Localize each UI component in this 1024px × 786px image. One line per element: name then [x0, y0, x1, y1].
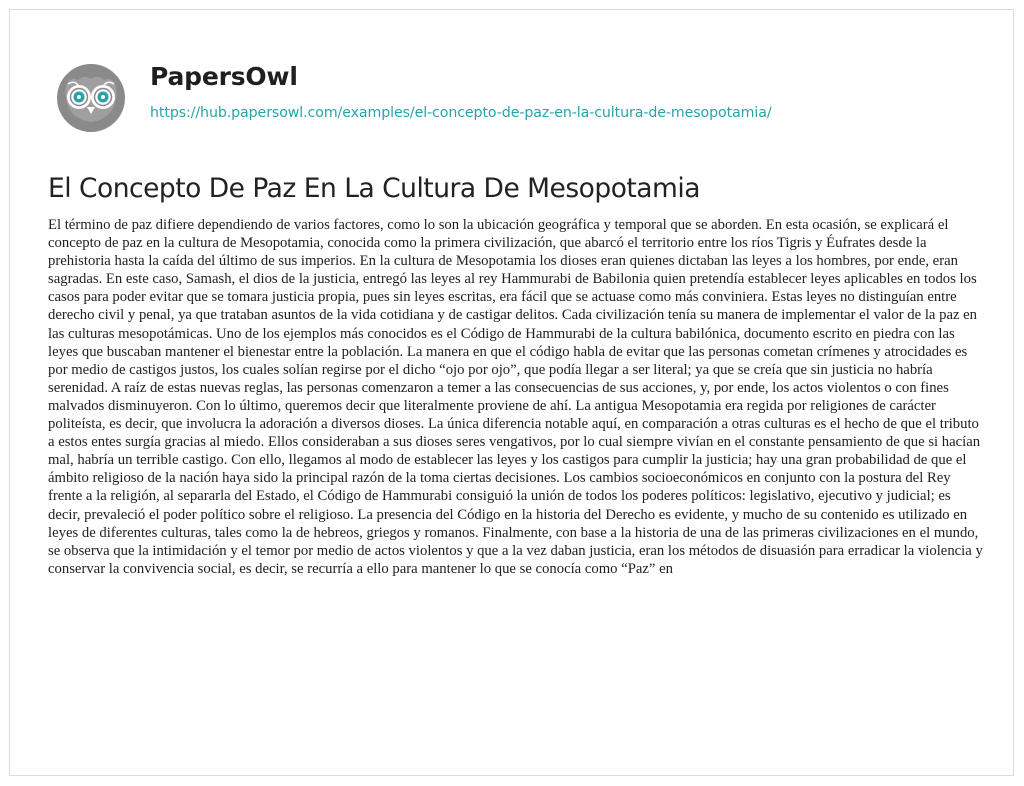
brand-name: PapersOwl: [150, 62, 298, 91]
header: [48, 62, 772, 134]
source-url-link[interactable]: https://hub.papersowl.com/examples/el-concepto-de-paz-en-la-cultura-de-mesopotamia/: [150, 105, 772, 121]
brand-block: [150, 60, 772, 123]
article-body: El término de paz difiere dependiendo de varios factores, como lo son la ubicación geográfica y temporal que se aborden. En esta ocasión, se explicará el concepto de paz en la cultura de Mesopotamia, conocida como la primera civilización, que abarcó el territorio entre los ríos Tigris y Éufrates desde la prehistoria hasta la caída del último de sus imperios. En la cultura de Mesopotamia los dioses eran quienes dictaban las leyes a los hombres, por ende, eran sagradas. En este caso, Samash, el dios de la justicia, entregó las leyes al rey Hammurabi de Babilonia quien pretendía establecer leyes aplicables en todos los casos para poder evitar que se tomara justicia propia, pues sin leyes escritas, era fácil que se actuase como más conviniera. Estas leyes no distinguían entre derecho civil y penal, ya que trataban asuntos de la vida cotidiana y de castigar delitos. Cada civilización tenía su manera de implementar el valor de la paz en las culturas mesopotámicas. Uno de los ejemplos más conocidos es el Código de Hammurabi de la cultura babilónica, documento escrito en piedra con las leyes que buscaban mantener el bienestar entre la población. La manera en que el código habla de evitar que las personas cometan crímenes y atrocidades es por medio de castigos justos, los cuales solían regirse por el dicho “ojo por ojo”, que podía llegar a ser literal; ya que se creía que sin justicia no habría serenidad. A raíz de estas nuevas reglas, las personas comenzaron a temer a las consecuencias de sus acciones, y, por ende, los actos violentos o con fines malvados disminuyeron. Con lo último, queremos decir que literalmente proviene de ahí. La antigua Mesopotamia era regida por religiones de carácter politeísta, es decir, que involucra la adoración a diversos dioses. La única diferencia notable aquí, en comparación a otras culturas es el hecho de que el tributo a estos entes surgía gracias al miedo. Ellos consideraban a sus dioses seres vengativos, por lo cual siempre vivían en el constante pensamiento de que si hacían mal, habría un terrible castigo. Con ello, llegamos al modo de establecer las leyes y los castigos para cumplir la justicia; hay una gran probabilidad de que el ámbito religioso de la nación haya sido la principal razón de la toma ciertas decisiones. Los cambios socioeconómicos en conjunto con la postura del Rey frente a la religión, al separarla del Estado, el Código de Hammurabi consiguió la unión de todos los poderes políticos: legislativo, ejecutivo y judicial; es decir, prevaleció el poder político sobre el religioso. La presencia del Código en la historia del Derecho es evidente, y mucho de su contenido es utilizado en leyes de diferentes culturas, tales como la de hebreos, griegos y romanos. Finalmente, con base a la historia de una de las primeras civilizaciones en el mundo, se observa que la intimidación y el temor por medio de actos violentos y que a la vez daban justicia, eran los métodos de disuasión para erradicar la violencia y conservar la convivencia social, es decir, se recurría a ello para mantener lo que se conocía como “Paz” en: [48, 217, 983, 577]
owl-logo-icon: [48, 62, 134, 134]
article-title: El Concepto De Paz En La Cultura De Mesopotamia: [48, 173, 700, 204]
